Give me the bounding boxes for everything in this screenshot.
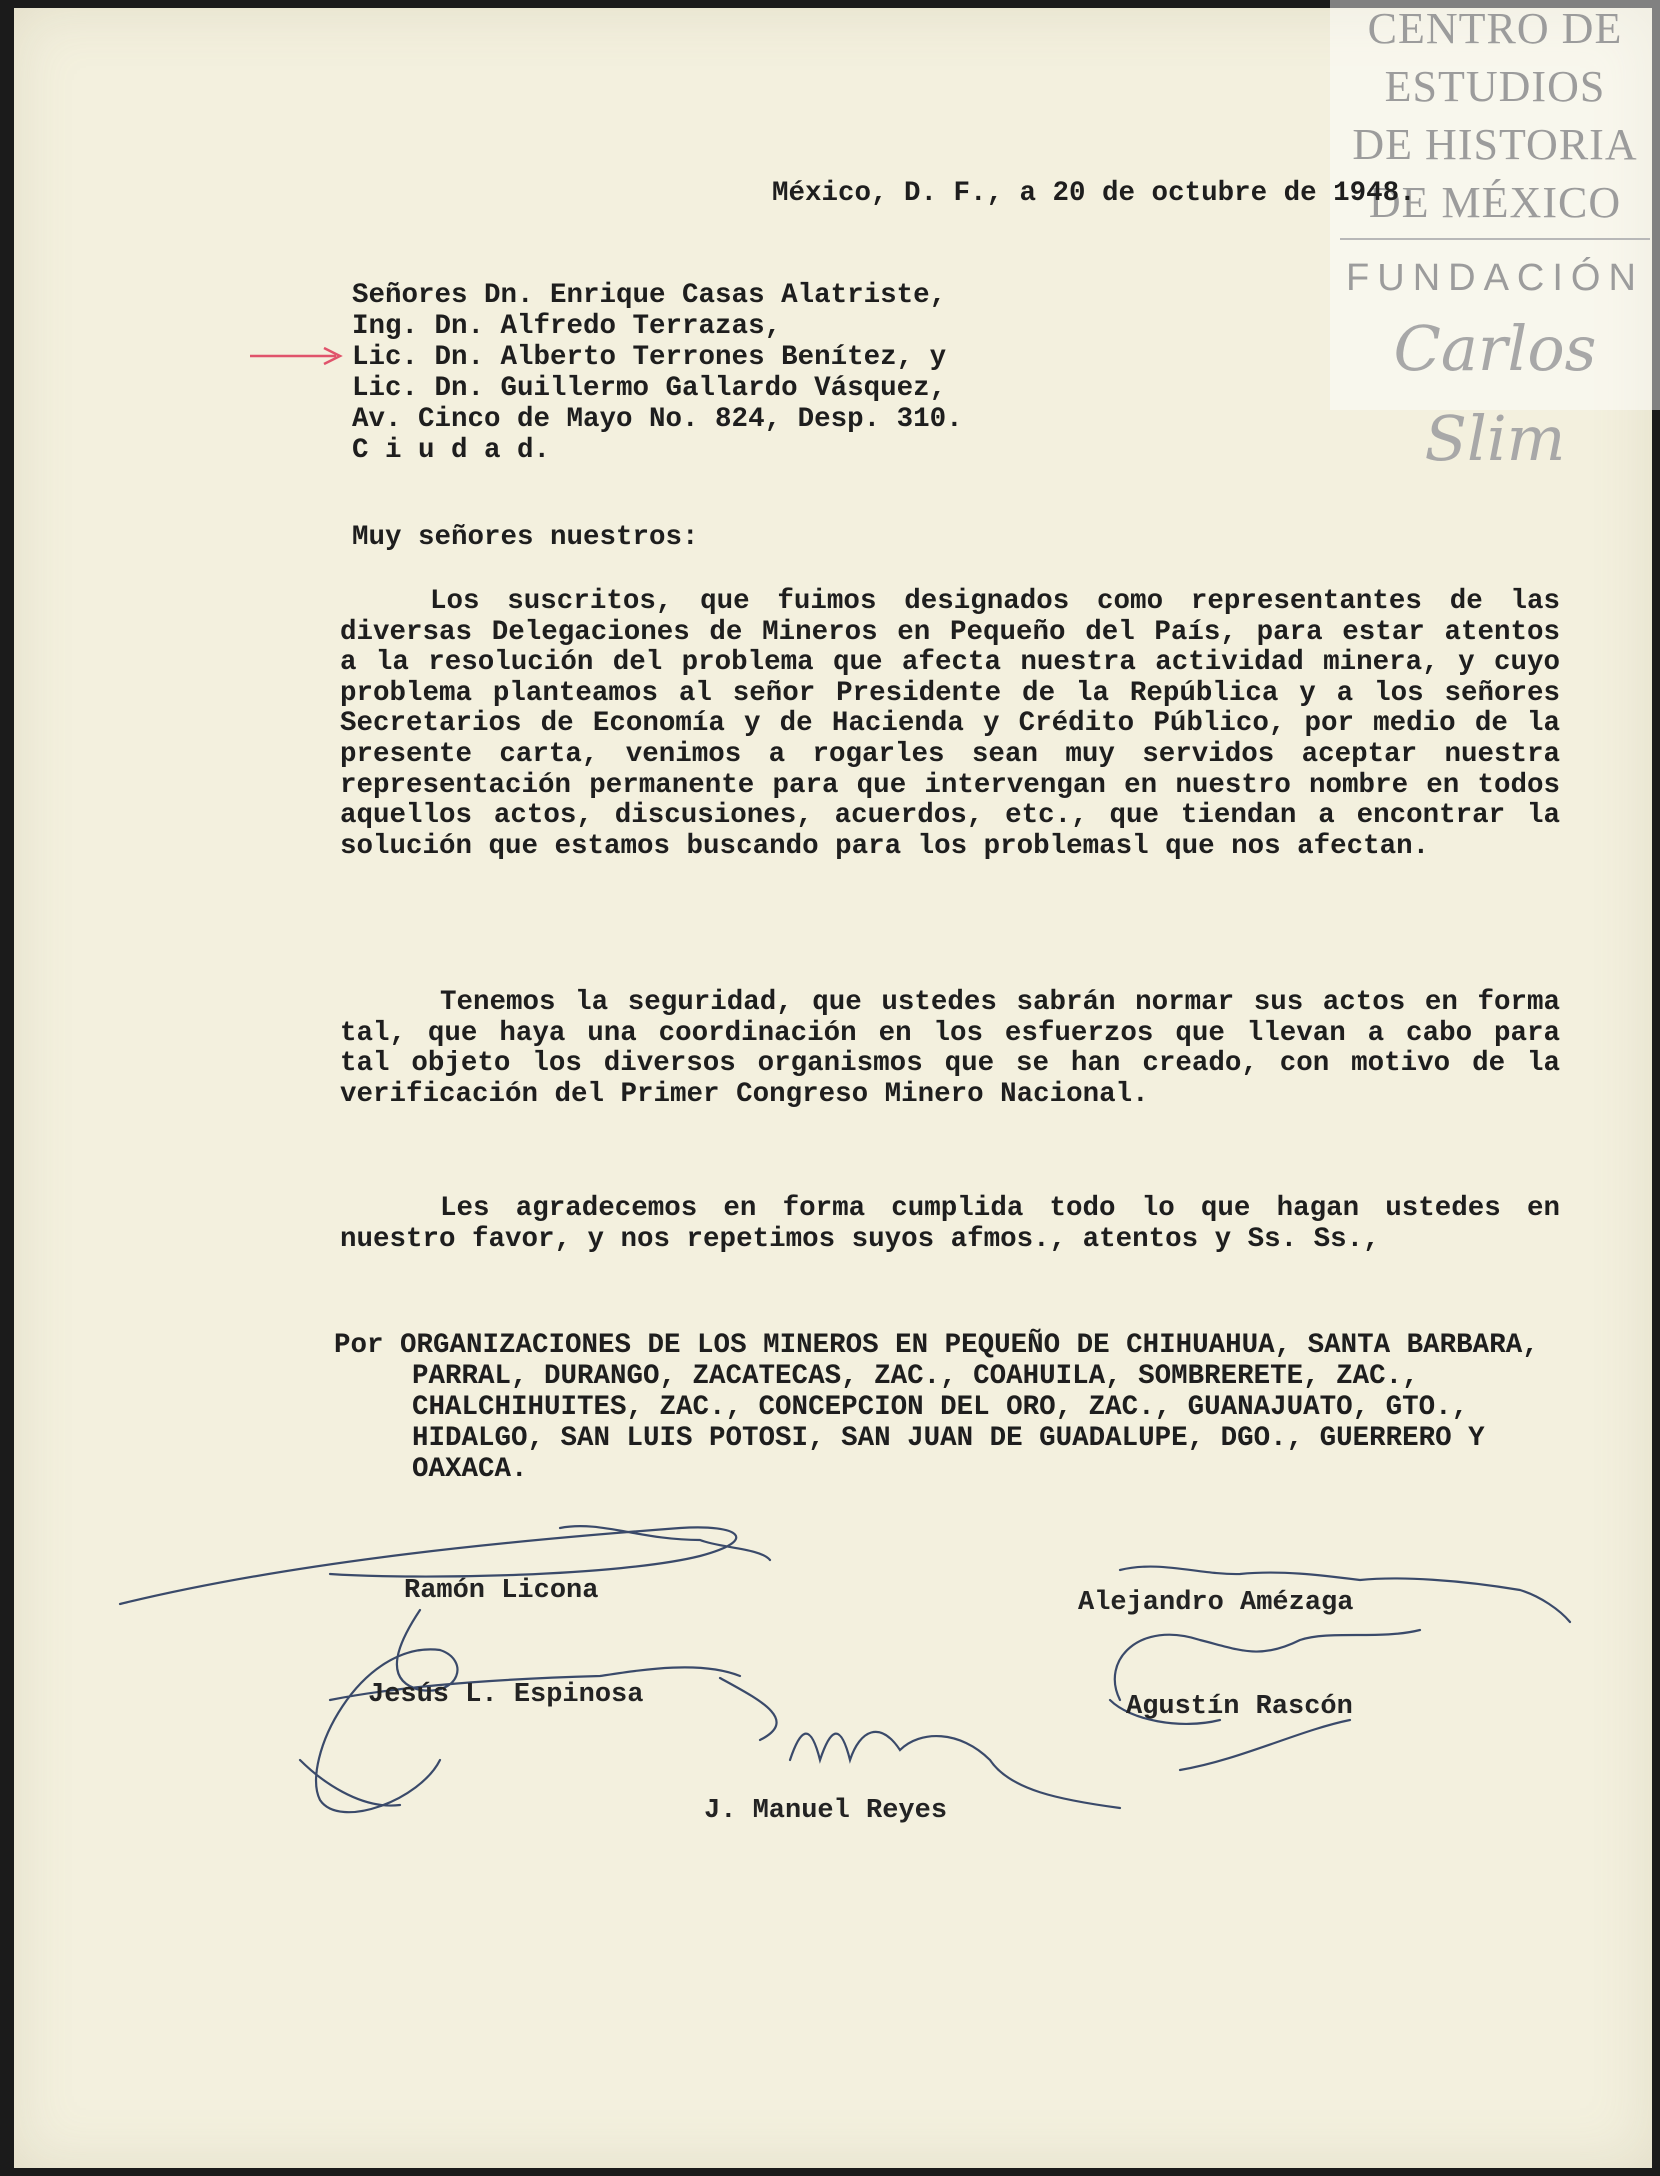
salutation: Muy señores nuestros: xyxy=(352,522,699,553)
letter-date: México, D. F., a 20 de octubre de 1948. xyxy=(772,178,1416,209)
body-paragraph: Les agradecemos en forma cumplida todo lo que hagan ustedes en nuestro favor, y nos repetimos suyos afmos., atentos y Ss. Ss., xyxy=(340,1193,1560,1255)
annotation-arrow-icon xyxy=(248,344,348,368)
organizations-list: Por ORGANIZACIONES DE LOS MINEROS EN PEQUEÑO DE CHIHUAHUA, SANTA BARBARA, PARRAL, DURANGO, ZACATECAS, ZAC., COAHUILA, SOMBRERETE, ZAC., CHALCHIHUITES, ZAC., CONCEPCION DEL ORO, ZAC., GUANAJUATO, GTO., HIDALGO, SAN LUIS POTOSI, SAN JUAN DE GUADALUPE, DGO., GUERRERO Y OAXACA. xyxy=(334,1330,1539,1485)
city-line: C i u d a d. xyxy=(352,435,551,466)
watermark-line: ESTUDIOS xyxy=(1384,62,1606,111)
signatory-name: Jesús L. Espinosa xyxy=(368,1680,644,1710)
watermark-foundation: FUNDACIÓN xyxy=(1346,257,1644,299)
signatory-name: J. Manuel Reyes xyxy=(704,1796,948,1826)
addressee-block xyxy=(352,280,963,466)
addressee-line: Lic. Dn. Guillermo Gallardo Vásquez, xyxy=(352,373,947,404)
addressee-line: Señores Dn. Enrique Casas Alatriste, xyxy=(352,280,947,311)
body-paragraph: Los suscritos, que fuimos designados como representantes de las diversas Delegaciones de Mineros en Pequeño del País, para estar atentos a la resolución del problema que afecta nuestra actividad minera, y cuyo problema planteamos al señor Presidente de la República y a los señores Secretarios de Economía y de Hacienda y Crédito Público, por medio de la presente carta, venimos a rogarles sean muy servidos aceptar nuestra representación permanente para que intervengan en nuestro nombre en todos aquellos actos, discusiones, acuerdos, etc., que tiendan a encontrar la solución que estamos buscando para los problemasl que nos afectan. xyxy=(340,586,1560,862)
signatory-name: Alejandro Amézaga xyxy=(1078,1588,1354,1618)
addressee-line: Ing. Dn. Alfredo Terrazas, xyxy=(352,311,782,342)
body-paragraph: Tenemos la seguridad, que ustedes sabrán normar sus actos en forma tal, que haya una coordinación en los esfuerzos que llevan a cabo para tal objeto los diversos organismos que se han creado, con motivo de la verificación del Primer Congreso Minero Nacional. xyxy=(340,987,1560,1110)
signatory-name: Agustín Rascón xyxy=(1126,1692,1353,1722)
address-line: Av. Cinco de Mayo No. 824, Desp. 310. xyxy=(352,404,963,435)
addressee-line: Lic. Dn. Alberto Terrones Benítez, y xyxy=(352,342,947,373)
watermark-signature-logo: Carlos Slim xyxy=(1393,312,1597,475)
signatory-name: Ramón Licona xyxy=(404,1576,599,1606)
watermark-line: DE HISTORIA xyxy=(1352,120,1638,169)
watermark-line: CENTRO DE xyxy=(1367,4,1623,53)
watermark-divider xyxy=(1340,238,1650,240)
watermark-line: DE MÉXICO xyxy=(1368,178,1622,227)
